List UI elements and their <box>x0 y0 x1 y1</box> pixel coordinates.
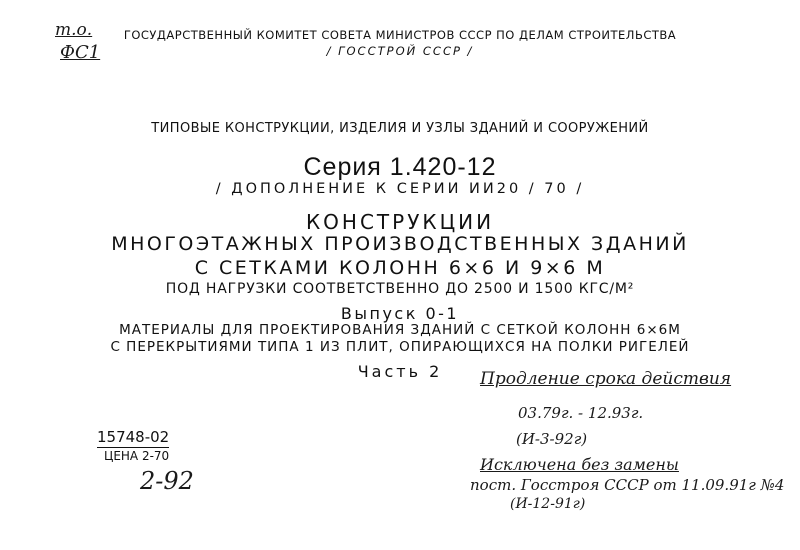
price-label: ЦЕНА 2-70 <box>104 449 170 463</box>
committee-heading: ГОСУДАРСТВЕННЫЙ КОМИТЕТ СОВЕТА МИНИСТРОВ СССР ПО ДЕЛАМ СТРОИТЕЛЬСТВА <box>123 28 677 42</box>
note-extension: Продление срока действия <box>480 369 732 389</box>
document-title-line-3: С СЕТКАМИ КОЛОНН 6×6 И 9×6 М <box>194 257 606 279</box>
note-decree: пост. Госстроя СССР от 11.09.91г №4 <box>470 476 785 494</box>
document-title-line-2: МНОГОЭТАЖНЫХ ПРОИЗВОДСТВЕННЫХ ЗДАНИЙ <box>111 233 689 255</box>
series-supplement: / ДОПОЛНЕНИЕ К СЕРИИ ИИ20 / 70 / <box>215 181 585 197</box>
note-period: 03.79г. - 12.93г. <box>518 404 644 422</box>
handwritten-date: 2-92 <box>140 467 194 495</box>
part-number: Часть 2 <box>357 362 443 381</box>
note-reference-1: (И-3-92г) <box>516 430 588 448</box>
handwritten-mark-fs1: ФС1 <box>60 42 101 63</box>
note-reference-2: (И-12-91г) <box>510 496 586 512</box>
issue-number: Выпуск 0-1 <box>340 304 460 323</box>
series-number: Серия 1.420-12 <box>303 153 497 181</box>
typical-constructions-heading: ТИПОВЫЕ КОНСТРУКЦИИ, ИЗДЕЛИЯ И УЗЛЫ ЗДАНИЙ И СООРУЖЕНИЙ <box>151 121 649 136</box>
note-excluded: Исключена без замены <box>480 455 679 474</box>
document-code: 15748-02 <box>97 428 170 446</box>
handwritten-mark-to: т.о. <box>55 20 93 40</box>
load-specification: ПОД НАГРУЗКИ СООТВЕТСТВЕННО ДО 2500 И 1500 КГС/М² <box>165 281 635 297</box>
materials-line-1: МАТЕРИАЛЫ ДЛЯ ПРОЕКТИРОВАНИЯ ЗДАНИЙ С СЕТКОЙ КОЛОНН 6×6М <box>119 322 681 338</box>
gosstroy-heading: / ГОССТРОЙ СССР / <box>326 44 474 58</box>
document-title-line-1: КОНСТРУКЦИИ <box>305 210 495 234</box>
materials-line-2: С ПЕРЕКРЫТИЯМИ ТИПА 1 ИЗ ПЛИТ, ОПИРАЮЩИХСЯ НА ПОЛКИ РИГЕЛЕЙ <box>110 339 690 355</box>
